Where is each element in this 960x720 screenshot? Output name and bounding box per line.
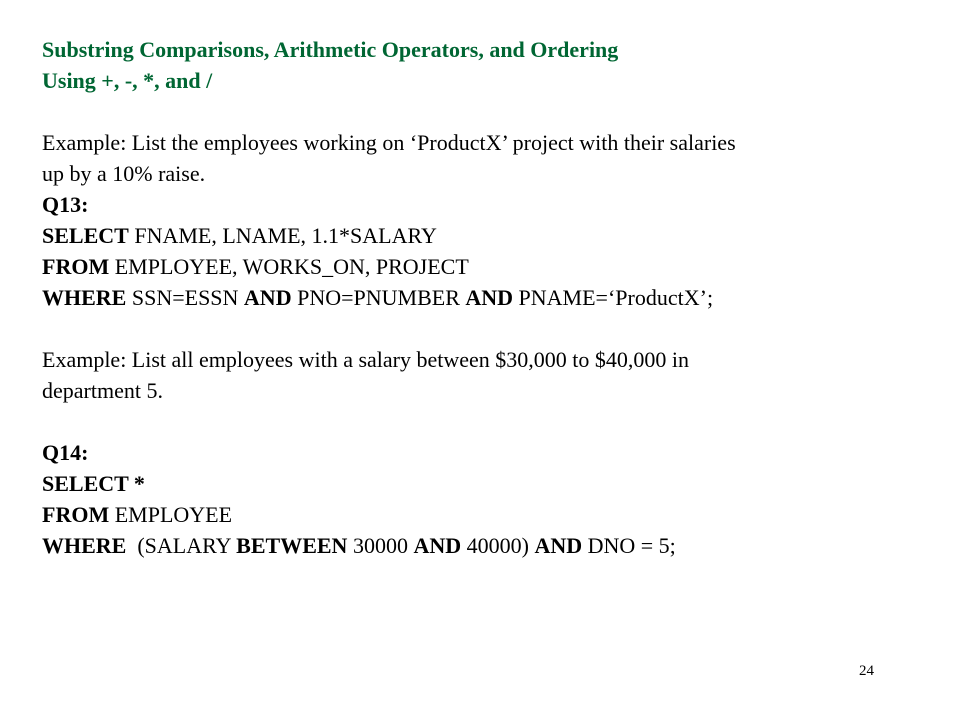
select-keyword: SELECT (42, 223, 129, 248)
q14-label-text: Q14: (42, 440, 89, 465)
where-keyword: WHERE (42, 285, 127, 310)
where-condition-2: PNO=PNUMBER (291, 285, 466, 310)
where-condition-2: 30000 (347, 533, 414, 558)
example1-description-line-2: up by a 10% raise. (42, 161, 206, 186)
example2-description-line-1: Example: List all employees with a salary between $30,000 to $40,000 in (42, 347, 690, 372)
slide-title-line-2: Using +, -, *, and / (42, 68, 213, 93)
where-condition-1: (SALARY (126, 533, 237, 558)
q14-where-line (42, 530, 922, 561)
spacer (42, 406, 922, 437)
from-tables: EMPLOYEE (109, 502, 233, 527)
from-tables: EMPLOYEE, WORKS_ON, PROJECT (109, 254, 469, 279)
and-keyword: AND (413, 533, 462, 558)
where-keyword: WHERE (42, 533, 127, 558)
q13-select-line (42, 220, 922, 251)
where-condition-1: SSN=ESSN (126, 285, 244, 310)
spacer (42, 313, 922, 344)
example2-description-line-2: department 5. (42, 378, 163, 403)
select-keyword: SELECT * (42, 471, 145, 496)
and-keyword: AND (465, 285, 514, 310)
q14-label (42, 437, 922, 468)
q14-from-line (42, 499, 922, 530)
page-number: 24 (859, 663, 874, 679)
where-condition-3: 40000) (461, 533, 535, 558)
slide-content (42, 34, 922, 561)
q13-label-text: Q13: (42, 192, 89, 217)
select-columns: FNAME, LNAME, 1.1*SALARY (128, 223, 437, 248)
from-keyword: FROM (42, 254, 110, 279)
between-keyword: BETWEEN (236, 533, 348, 558)
and-keyword: AND (243, 285, 292, 310)
q13-label (42, 189, 922, 220)
q13-where-line (42, 282, 922, 313)
q13-from-line (42, 251, 922, 282)
slide-title-line-1: Substring Comparisons, Arithmetic Operators, and Ordering (42, 37, 619, 62)
from-keyword: FROM (42, 502, 110, 527)
q14-select-line (42, 468, 922, 499)
example1-description-line-1: Example: List the employees working on ‘ProductX’ project with their salaries (42, 130, 736, 155)
where-condition-4: DNO = 5; (582, 533, 676, 558)
where-condition-3: PNAME=‘ProductX’; (513, 285, 714, 310)
spacer (42, 96, 922, 127)
and-keyword: AND (534, 533, 583, 558)
